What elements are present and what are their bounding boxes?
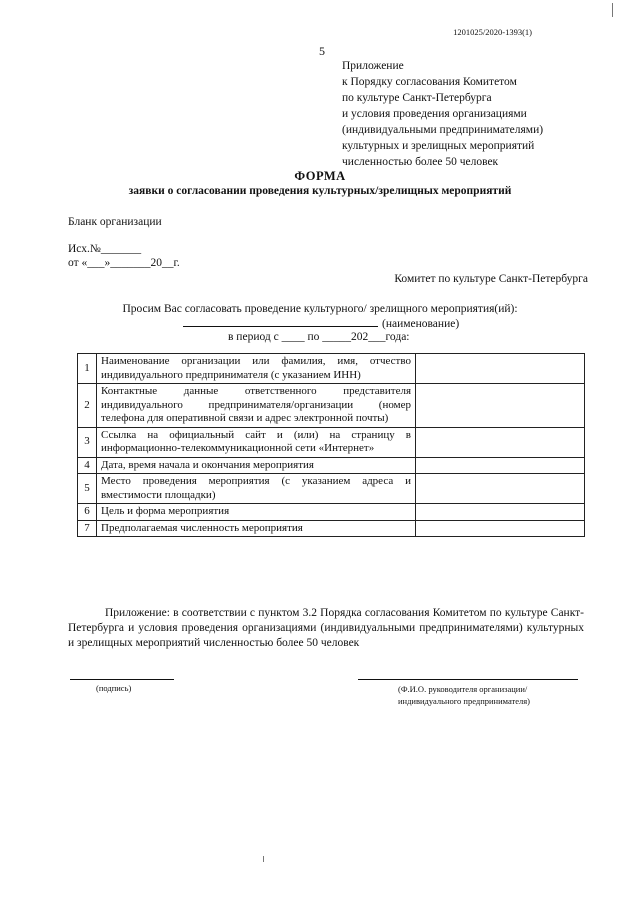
row-label: Ссылка на официальный сайт и (или) на страницу в информационно-телекоммуникационной сети «Интернет» bbox=[97, 427, 416, 457]
row-number: 2 bbox=[78, 384, 97, 428]
row-number: 3 bbox=[78, 427, 97, 457]
event-period-field: в период с ____ по _____202___года: bbox=[228, 331, 410, 343]
form-subtitle: заявки о согласовании проведения культурных/зрелищных мероприятий bbox=[128, 185, 512, 197]
table-row bbox=[78, 427, 585, 457]
scan-mark bbox=[612, 3, 613, 17]
row-number: 4 bbox=[78, 457, 97, 474]
row-label: Предполагаемая численность мероприятия bbox=[97, 520, 416, 537]
row-number: 7 bbox=[78, 520, 97, 537]
outgoing-date-field: от «___»_______20__г. bbox=[68, 257, 180, 269]
page-number: 5 bbox=[319, 44, 325, 58]
row-number: 5 bbox=[78, 474, 97, 504]
row-value bbox=[416, 504, 585, 521]
row-value bbox=[416, 384, 585, 428]
name-line bbox=[358, 679, 578, 680]
signature-line bbox=[70, 679, 174, 680]
appendix-heading bbox=[342, 58, 543, 170]
appendix-line: и условия проведения организациями bbox=[342, 108, 527, 120]
row-number: 6 bbox=[78, 504, 97, 521]
table-row bbox=[78, 354, 585, 384]
addressee: Комитет по культуре Санкт-Петербурга bbox=[394, 273, 588, 285]
outgoing-number-field: Исх.№_______ bbox=[68, 243, 142, 255]
request-text: Просим Вас согласовать проведение культурного/ зрелищного мероприятия(ий): bbox=[122, 303, 518, 315]
appendix-line: (индивидуальными предпринимателями) bbox=[342, 124, 544, 136]
row-label: Контактные данные ответственного представителя индивидуального предпринимателя/организации (номер телефона для оперативной связи и адрес электронной почты) bbox=[97, 384, 416, 428]
name-caption bbox=[398, 683, 530, 707]
row-value bbox=[416, 520, 585, 537]
row-value bbox=[416, 457, 585, 474]
row-value bbox=[416, 354, 585, 384]
table-row bbox=[78, 520, 585, 537]
name-caption-line: индивидуального предпринимателя) bbox=[398, 696, 530, 706]
document-number: 1201025/2020-1393(1) bbox=[453, 27, 532, 37]
table-row bbox=[78, 474, 585, 504]
row-label: Дата, время начала и окончания мероприятия bbox=[97, 457, 416, 474]
table-row bbox=[78, 457, 585, 474]
event-name-underline bbox=[183, 315, 378, 327]
appendix-line: культурных и зрелищных мероприятий bbox=[342, 140, 535, 152]
organization-letterhead-label: Бланк организации bbox=[68, 216, 162, 228]
signature-caption: (подпись) bbox=[96, 683, 132, 693]
scan-mark bbox=[263, 856, 264, 862]
application-table bbox=[77, 353, 585, 537]
row-value bbox=[416, 427, 585, 457]
appendix-line: численностью более 50 человек bbox=[342, 156, 499, 168]
row-label: Место проведения мероприятия (с указанием адреса и вместимости площадки) bbox=[97, 474, 416, 504]
event-name-field bbox=[183, 315, 459, 331]
appendix-line: к Порядку согласования Комитетом bbox=[342, 76, 517, 88]
name-caption-line: (Ф.И.О. руководителя организации/ bbox=[398, 684, 528, 694]
form-title: ФОРМА bbox=[294, 169, 346, 183]
row-label: Цель и форма мероприятия bbox=[97, 504, 416, 521]
appendix-line: Приложение bbox=[342, 60, 404, 72]
row-number: 1 bbox=[78, 354, 97, 384]
row-label: Наименование организации или фамилия, имя, отчество индивидуального предпринимателя (с указанием ИНН) bbox=[97, 354, 416, 384]
row-value bbox=[416, 474, 585, 504]
appendix-line: по культуре Санкт-Петербурга bbox=[342, 92, 492, 104]
table-row bbox=[78, 384, 585, 428]
event-name-caption: (наименование) bbox=[382, 318, 460, 330]
attachment-note: Приложение: в соответствии с пунктом 3.2 Порядка согласования Комитетом по культуре Санкт-Петербурга и условия проведения организациями (индивидуальными предпринимателями) культурных и зрелищных мероприятий численностью более 50 человек bbox=[68, 607, 584, 649]
table-row bbox=[78, 504, 585, 521]
